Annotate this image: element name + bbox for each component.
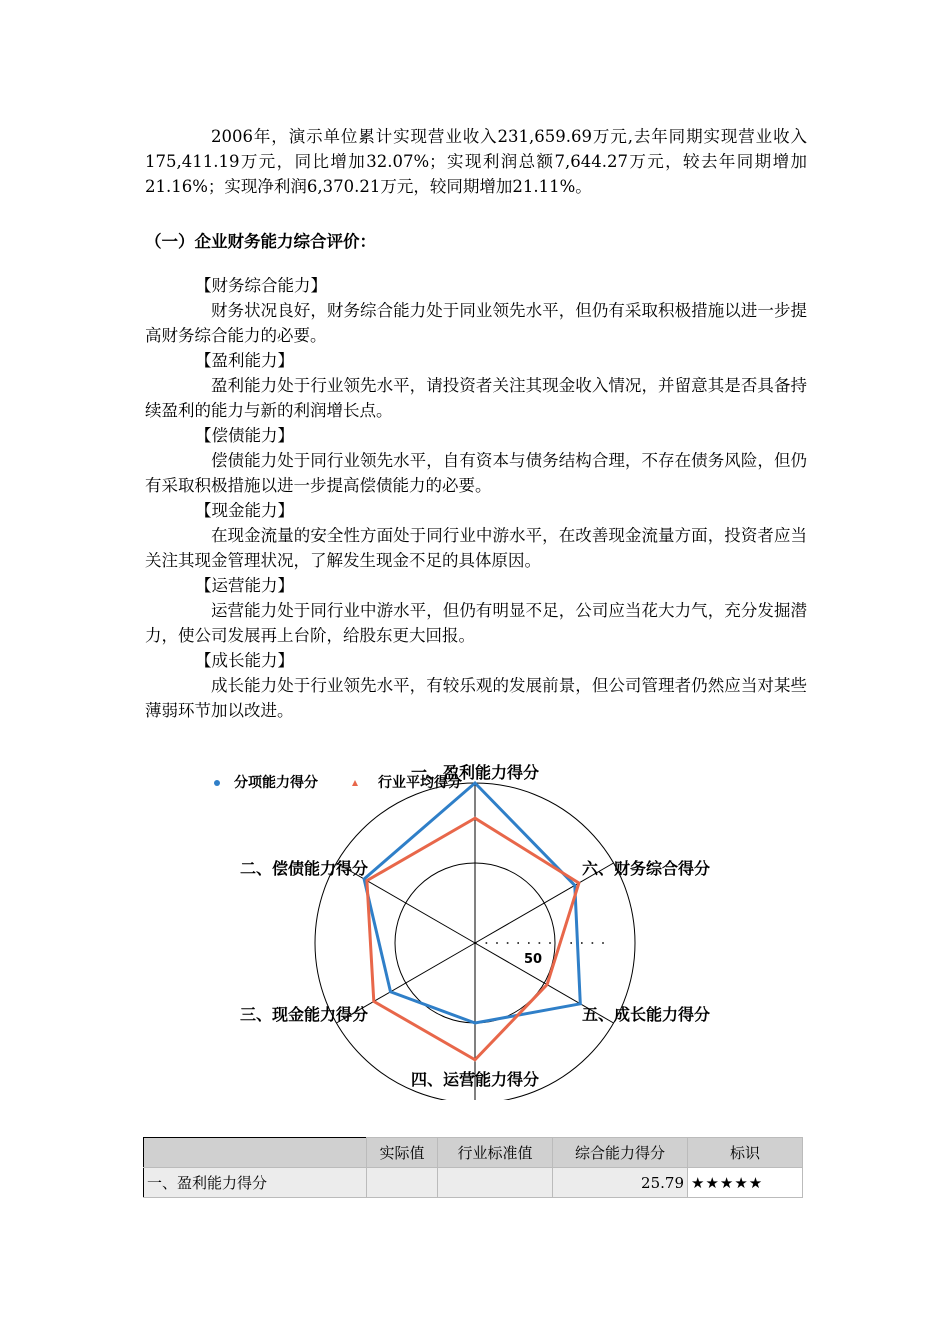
legend-marker-triangle <box>352 780 358 786</box>
row-label: 一、盈利能力得分 <box>144 1168 367 1198</box>
section-title-solvency: 【偿债能力】 <box>195 426 294 445</box>
radar-axis-label: 五、成长能力得分 <box>582 1005 711 1024</box>
score-table <box>143 1137 803 1198</box>
table-row <box>144 1168 803 1198</box>
radar-legend <box>214 774 462 791</box>
section-body-financial: 财务状况良好，财务综合能力处于同业领先水平，但仍有采取积极措施以进一步提高财务综合能力的必要。 <box>145 301 807 345</box>
radar-axis-label: 一、盈利能力得分 <box>410 763 540 782</box>
table-header-blank <box>144 1138 367 1168</box>
row-stars: ★★★★★ <box>688 1168 803 1198</box>
row-actual <box>367 1168 438 1198</box>
table-header-mark: 标识 <box>688 1138 803 1168</box>
radar-grid <box>315 783 635 1100</box>
radar-axis-label: 四、运营能力得分 <box>410 1070 540 1089</box>
section-title-cash: 【现金能力】 <box>195 501 294 520</box>
section-title-profit: 【盈利能力】 <box>195 351 294 370</box>
section-body-solvency: 偿债能力处于同行业领先水平，自有资本与债务结构合理，不存在债务风险，但仍有采取积极措施以进一步提高偿债能力的必要。 <box>145 451 807 495</box>
radar-axis-label: 二、偿债能力得分 <box>239 859 368 878</box>
radar-series <box>364 783 580 1060</box>
row-standard <box>438 1168 553 1198</box>
section-title-growth: 【成长能力】 <box>195 651 294 670</box>
radar-tick-label: 50 <box>523 952 543 967</box>
section-heading: （一）企业财务能力综合评价： <box>145 232 376 251</box>
radar-axis-label: 六、财务综合得分 <box>582 859 711 878</box>
section-body-cash: 在现金流量的安全性方面处于同行业中游水平，在改善现金流量方面，投资者应当关注其现金管理状况，了解发生现金不足的具体原因。 <box>145 526 807 570</box>
section-title-operation: 【运营能力】 <box>195 576 294 595</box>
legend-marker-circle <box>214 780 220 786</box>
row-score: 25.79 <box>553 1168 688 1198</box>
legend-label: 行业平均得分 <box>378 775 462 791</box>
legend-label: 分项能力得分 <box>234 775 318 791</box>
table-header-standard: 行业标准值 <box>438 1138 553 1168</box>
table-header-actual: 实际值 <box>367 1138 438 1168</box>
section-body-operation: 运营能力处于同行业中游水平，但仍有明显不足，公司应当花大力气，充分发掘潜力，使公司发展再上台阶，给股东更大回报。 <box>145 601 807 645</box>
radar-axis-label: 三、现金能力得分 <box>239 1005 368 1024</box>
section-body-growth: 成长能力处于行业领先水平，有较乐观的发展前景，但公司管理者仍然应当对某些薄弱环节加以改进。 <box>145 676 807 720</box>
radar-chart <box>190 760 760 1100</box>
table-header-row <box>144 1138 803 1168</box>
table-header-score: 综合能力得分 <box>553 1138 688 1168</box>
section-body-profit: 盈利能力处于行业领先水平，请投资者关注其现金收入情况，并留意其是否具备持续盈利的能力与新的利润增长点。 <box>145 376 807 420</box>
intro-paragraph: 2006年，演示单位累计实现营业收入231,659.69万元,去年同期实现营业收入175,411.19万元，同比增加32.07%；实现利润总额7,644.27万元，较去年同期增加21.16%；实现净利润6,370.21万元，较同期增加21.11%。 <box>145 127 807 196</box>
section-title-financial: 【财务综合能力】 <box>195 276 327 295</box>
